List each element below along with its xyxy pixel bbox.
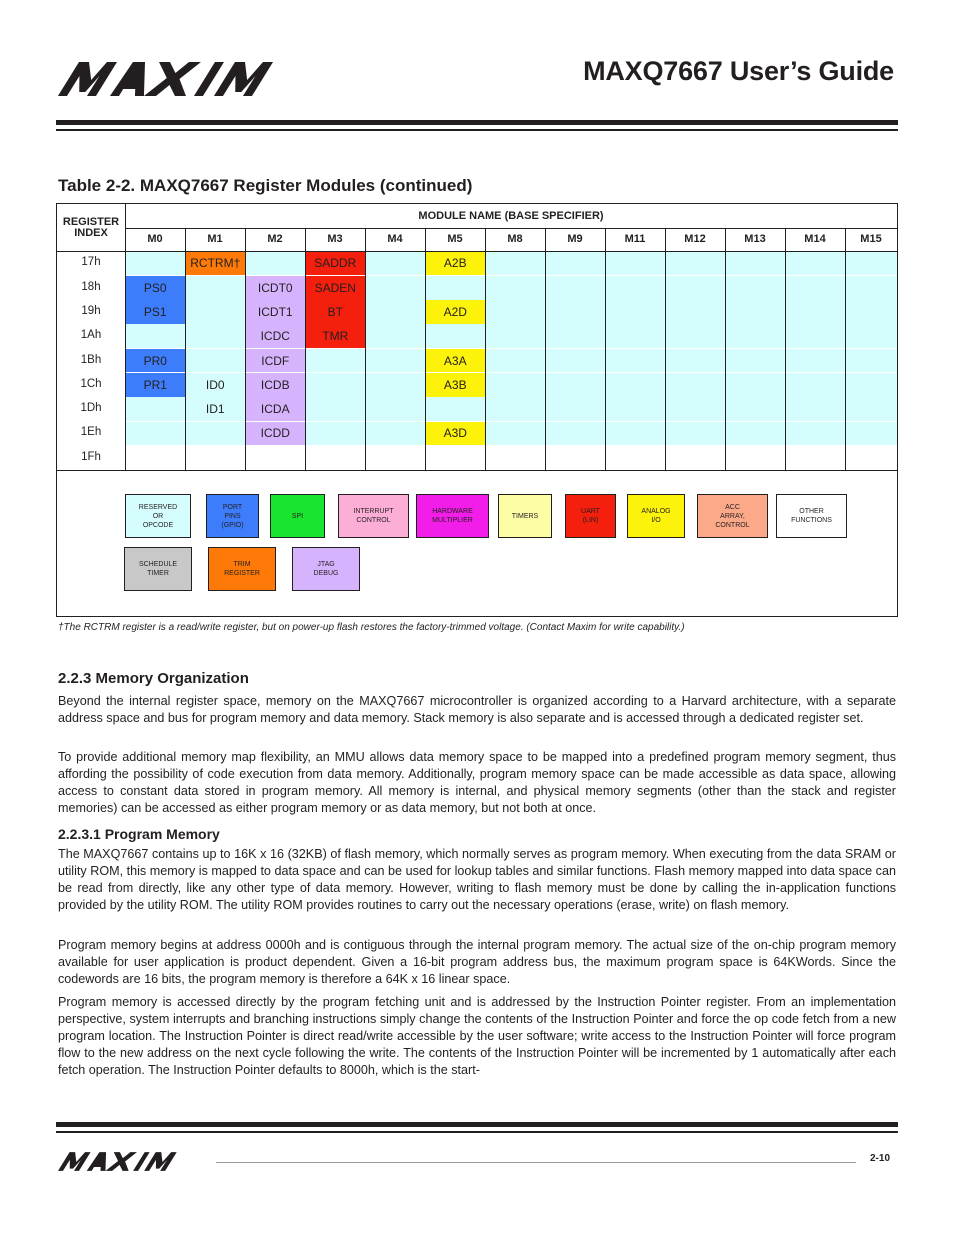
register-cell — [486, 446, 546, 470]
register-cell — [306, 349, 366, 373]
register-cell — [486, 324, 546, 348]
register-cell — [426, 446, 486, 470]
register-cell — [666, 373, 726, 397]
grid-line — [785, 228, 786, 470]
legend-uart: UART (LIN) — [565, 494, 616, 538]
footer-rule-thin — [56, 1131, 898, 1133]
register-cell — [306, 446, 366, 470]
maxim-logo — [58, 62, 326, 96]
register-cell — [366, 252, 426, 276]
header-rule-thick — [56, 120, 898, 125]
register-cell: A3A — [426, 349, 486, 373]
register-index-cell: 19h — [81, 304, 101, 317]
register-cell — [126, 252, 186, 276]
register-cell — [786, 373, 846, 397]
register-cell — [546, 422, 606, 446]
register-index-cell: 1Fh — [81, 450, 101, 463]
register-cell — [486, 252, 546, 276]
register-cell — [846, 422, 898, 446]
register-cell — [366, 324, 426, 348]
register-index-cell: 18h — [81, 280, 101, 293]
paragraph: Program memory begins at address 0000h and is contiguous through the internal program memory. The actual size of the on-chip program memory available for user application is product dependent. Given a 16-bit program address bus, the maximum program space is 64KWords. Since the codewords are 16 bits, the program memory is therefore a 64K x 16 linear space. — [58, 938, 896, 986]
register-cell — [486, 422, 546, 446]
column-header-m15: M15 — [860, 233, 882, 245]
register-cell: BT — [306, 300, 366, 324]
paragraph: The MAXQ7667 contains up to 16K x 16 (32KB) of flash memory, which normally serves as program memory. When executing from the data SRAM or utility ROM, this memory is mapped to data space and can be used for lookup tables and similar functions. Flash memory mapped into data space can be read from directly, like any other type of data memory. However, writing to flash memory must be done by calling the in-application functions provided by the utility ROM. The utility ROM provides routines to carry out the necessary operations (erase, write) on flash memory. — [58, 847, 896, 912]
register-cell — [246, 446, 306, 470]
register-cell — [126, 324, 186, 348]
register-cell — [246, 252, 306, 276]
register-cell — [546, 446, 606, 470]
register-cell — [546, 300, 606, 324]
register-cell — [186, 422, 246, 446]
register-cell — [606, 349, 666, 373]
register-cell — [846, 324, 898, 348]
register-cell — [846, 252, 898, 276]
register-cell — [846, 276, 898, 300]
section-heading-program-memory: 2.2.3.1 Program Memory — [58, 826, 220, 842]
register-cell — [606, 373, 666, 397]
register-index-cell: 17h — [81, 256, 101, 269]
register-cell — [786, 300, 846, 324]
header-rule-thin — [56, 129, 898, 131]
register-cell — [666, 422, 726, 446]
register-cell: PR1 — [126, 373, 186, 397]
register-cell — [786, 349, 846, 373]
table-footnote: †The RCTRM register is a read/write register, but on power-up flash restores the factory-trimmed voltage. (Contact Maxim for write capability.) — [58, 622, 685, 633]
document-title: MAXQ7667 User’s Guide — [583, 56, 894, 86]
register-cell — [726, 276, 786, 300]
register-cell — [846, 397, 898, 421]
register-index-cell: 1Eh — [80, 426, 102, 439]
grid-line — [125, 204, 126, 470]
grid-line — [545, 228, 546, 470]
paragraph: Program memory is accessed directly by the program fetching unit and is addressed by the Instruction Pointer register. From an implementation perspective, system interrupts and branching instructions simply change the contents of the Instruction Pointer and force the op code fetch from a new program location. The Instruction Pointer is direct read/write accessible by the user software; write access to the Instruction Pointer will force program flow to the new address on the next cycle following the write. The contents of the Instruction Pointer will be incremented by 1 automatically after each fetch operation. The Instruction Pointer defaults to 8000h, which is the start- — [58, 995, 896, 1077]
register-cell — [666, 300, 726, 324]
grid-line — [845, 228, 846, 470]
register-cell — [186, 324, 246, 348]
register-cell — [546, 324, 606, 348]
register-cell: ICDC — [246, 324, 306, 348]
register-cell: SADDR — [306, 252, 366, 276]
grid-line — [57, 470, 897, 471]
maxim-logo — [58, 1152, 206, 1171]
register-cell: ICDD — [246, 422, 306, 446]
register-cell — [606, 252, 666, 276]
register-cell — [726, 373, 786, 397]
register-cell — [666, 446, 726, 470]
register-index-cell: 1Ch — [80, 377, 102, 390]
footer-rule-thick — [56, 1122, 898, 1127]
register-cell — [606, 422, 666, 446]
column-header-m9: M9 — [567, 233, 583, 245]
footer-divider — [216, 1162, 856, 1163]
register-cell — [546, 276, 606, 300]
register-cell — [546, 252, 606, 276]
register-cell — [846, 349, 898, 373]
register-cell: ID1 — [186, 397, 246, 421]
register-cell — [786, 397, 846, 421]
register-cell — [426, 397, 486, 421]
register-index-cell: 1Ah — [80, 329, 102, 342]
register-index-cell: 1Dh — [80, 402, 102, 415]
column-header-m3: M3 — [327, 233, 343, 245]
column-header-m4: M4 — [387, 233, 403, 245]
register-modules-table — [56, 203, 898, 617]
register-cell — [306, 397, 366, 421]
register-cell — [186, 276, 246, 300]
register-cell — [846, 373, 898, 397]
legend-reserved: RESERVED OR OPCODE — [125, 494, 191, 538]
register-cell: A3D — [426, 422, 486, 446]
grid-line — [365, 228, 366, 470]
register-cell: TMR — [306, 324, 366, 348]
register-cell — [306, 373, 366, 397]
register-cell — [786, 446, 846, 470]
grid-line — [245, 228, 246, 470]
column-header-m13: M13 — [744, 233, 766, 245]
column-header-m1: M1 — [207, 233, 223, 245]
legend-trim: TRIM REGISTER — [208, 547, 276, 591]
register-cell — [366, 422, 426, 446]
register-cell — [606, 300, 666, 324]
section-heading-memory-organization: 2.2.3 Memory Organization — [58, 670, 249, 687]
register-cell: ICDA — [246, 397, 306, 421]
legend-multiplier: HARDWARE MULTIPLIER — [416, 494, 489, 538]
page-number: 2-10 — [870, 1153, 891, 1164]
register-cell: PS1 — [126, 300, 186, 324]
register-cell — [426, 276, 486, 300]
grid-line — [485, 228, 486, 470]
register-cell — [726, 397, 786, 421]
legend-spi: SPI — [270, 494, 325, 538]
grid-line — [57, 251, 897, 252]
register-cell — [666, 276, 726, 300]
register-cell — [126, 446, 186, 470]
module-name-header: MODULE NAME (BASE SPECIFIER) — [418, 209, 604, 222]
register-cell — [786, 252, 846, 276]
register-cell — [186, 446, 246, 470]
register-cell: A3B — [426, 373, 486, 397]
column-header-m11: M11 — [624, 233, 646, 245]
register-cell — [366, 349, 426, 373]
grid-line — [425, 228, 426, 470]
legend-acc: ACC ARRAY, CONTROL — [697, 494, 768, 538]
paragraph: Beyond the internal register space, memory on the MAXQ7667 microcontroller is organized according to a Harvard architecture, with a separate address space and bus for program memory and data memory. Stack memory is also separate and is accessed through a dedicated register set. — [58, 694, 896, 725]
legend-other: OTHER FUNCTIONS — [776, 494, 847, 538]
register-cell: ID0 — [186, 373, 246, 397]
register-cell: PS0 — [126, 276, 186, 300]
register-index-header: REGISTER INDEX — [62, 216, 120, 239]
register-cell — [186, 300, 246, 324]
paragraph: To provide additional memory map flexibility, an MMU allows data memory space to be mapped into a predefined program memory segment, thus affording the possibility of code execution from data memory. Additionally, program memory space can be made accessible as data space, allowing access to constant data stored in program memory. All memory is internal, and physical memory segments (other than the stack and register memories) can be accessed as either program memory or as data memory, but not both at once. — [58, 750, 896, 815]
register-cell — [666, 397, 726, 421]
register-cell — [366, 300, 426, 324]
register-cell: ICDT1 — [246, 300, 306, 324]
register-cell — [606, 446, 666, 470]
legend-schedule: SCHEDULE TIMER — [124, 547, 192, 591]
column-header-m14: M14 — [804, 233, 826, 245]
register-cell — [126, 422, 186, 446]
register-cell — [666, 252, 726, 276]
register-cell — [426, 324, 486, 348]
grid-line — [305, 228, 306, 470]
grid-line — [125, 228, 897, 229]
register-cell — [546, 373, 606, 397]
register-cell — [726, 349, 786, 373]
register-cell — [546, 397, 606, 421]
register-cell — [606, 397, 666, 421]
register-cell — [486, 397, 546, 421]
column-header-m0: M0 — [147, 233, 163, 245]
register-cell — [726, 324, 786, 348]
legend-interrupt: INTERRUPT CONTROL — [338, 494, 409, 538]
register-cell — [186, 349, 246, 373]
grid-line — [725, 228, 726, 470]
register-cell — [366, 373, 426, 397]
register-cell — [126, 397, 186, 421]
legend-port: PORT PINS (GPIO) — [206, 494, 259, 538]
register-cell — [726, 300, 786, 324]
register-cell — [486, 276, 546, 300]
column-header-m8: M8 — [507, 233, 523, 245]
register-cell: ICDT0 — [246, 276, 306, 300]
register-cell — [786, 276, 846, 300]
register-cell — [486, 349, 546, 373]
register-index-cell: 1Bh — [80, 353, 102, 366]
register-cell — [726, 422, 786, 446]
register-cell — [306, 422, 366, 446]
legend-jtag: JTAG DEBUG — [292, 547, 360, 591]
register-cell — [366, 397, 426, 421]
register-cell: SADEN — [306, 276, 366, 300]
register-cell — [366, 446, 426, 470]
register-cell — [486, 373, 546, 397]
grid-line — [665, 228, 666, 470]
register-cell — [786, 422, 846, 446]
register-cell: ICDF — [246, 349, 306, 373]
register-cell: RCTRM† — [186, 252, 246, 276]
register-cell: A2B — [426, 252, 486, 276]
register-cell — [606, 276, 666, 300]
register-cell: ICDB — [246, 373, 306, 397]
table-title: Table 2-2. MAXQ7667 Register Modules (continued) — [58, 176, 473, 195]
column-header-m12: M12 — [684, 233, 706, 245]
register-cell: A2D — [426, 300, 486, 324]
register-cell — [726, 252, 786, 276]
register-cell — [366, 276, 426, 300]
legend-timers: TIMERS — [498, 494, 552, 538]
column-header-m2: M2 — [267, 233, 283, 245]
register-cell — [666, 324, 726, 348]
register-cell — [666, 349, 726, 373]
register-cell: PR0 — [126, 349, 186, 373]
register-cell — [846, 446, 898, 470]
register-cell — [786, 324, 846, 348]
register-cell — [606, 324, 666, 348]
register-cell — [546, 349, 606, 373]
grid-line — [605, 228, 606, 470]
legend-analog: ANALOG I/O — [627, 494, 685, 538]
register-cell — [846, 300, 898, 324]
register-cell — [726, 446, 786, 470]
column-header-m5: M5 — [447, 233, 463, 245]
grid-line — [185, 228, 186, 470]
register-cell — [486, 300, 546, 324]
